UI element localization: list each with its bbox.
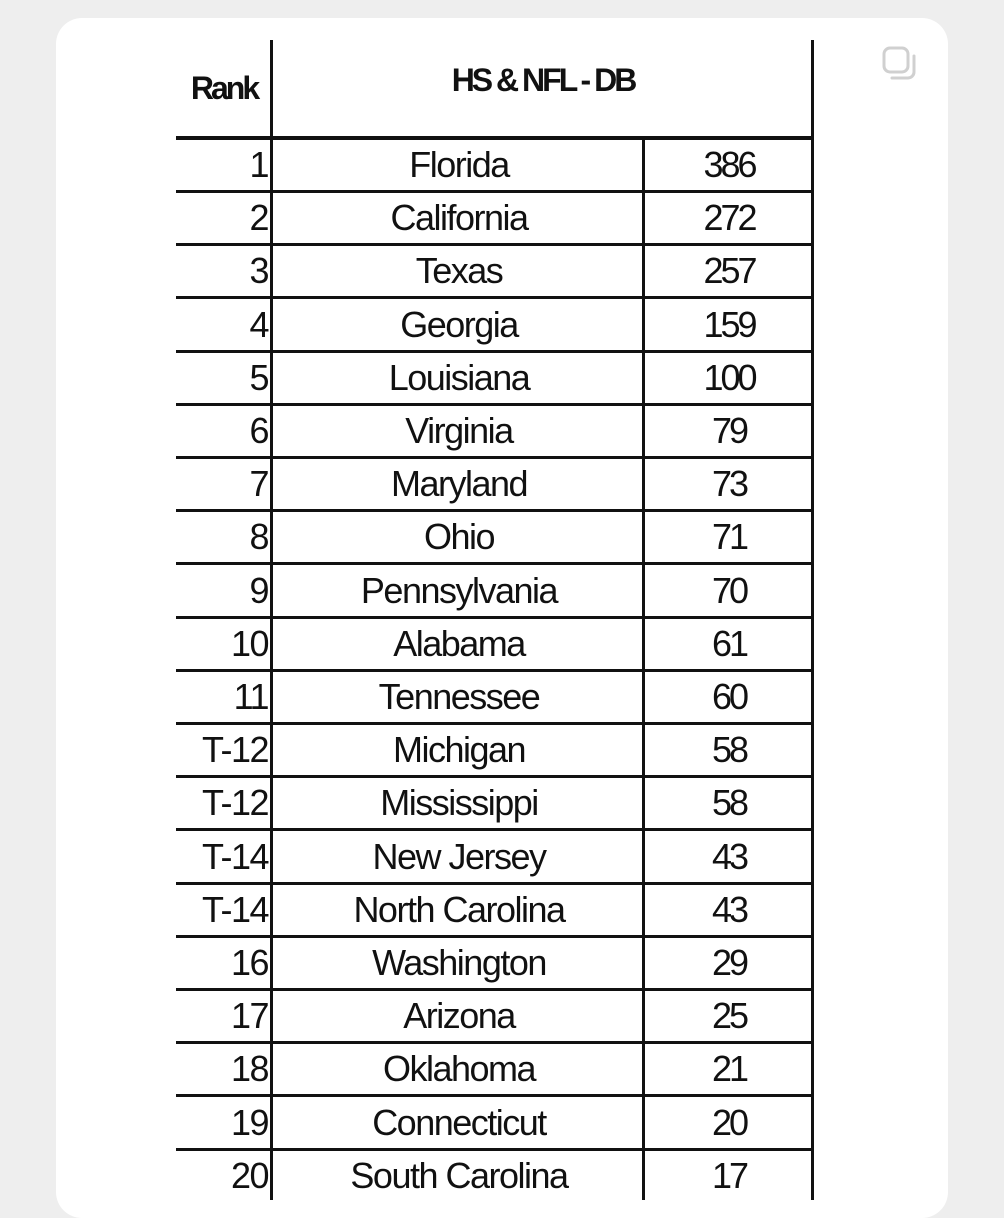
rank-cell: T-12 <box>201 729 268 771</box>
state-cell: New Jersey <box>372 835 546 877</box>
count-cell: 20 <box>711 1101 747 1143</box>
count-cell: 21 <box>711 1048 747 1090</box>
count-cell: 386 <box>703 144 755 185</box>
table-row <box>176 1151 814 1200</box>
rank-cell: 8 <box>249 516 268 558</box>
rank-cell: 17 <box>230 995 268 1037</box>
state-cell: California <box>390 197 528 239</box>
table-row <box>176 1098 814 1151</box>
state-cell: South Carolina <box>350 1154 568 1196</box>
rank-cell: 20 <box>230 1154 268 1196</box>
rank-cell: 1 <box>249 144 268 185</box>
state-cell: Ohio <box>423 516 495 558</box>
header-title: HS & NFL - DB <box>451 61 635 98</box>
state-cell: Arizona <box>403 995 515 1037</box>
rank-cell: 18 <box>230 1048 268 1090</box>
state-cell: Washington <box>372 942 546 983</box>
rank-cell: 5 <box>249 356 268 398</box>
state-cell: Texas <box>415 250 503 292</box>
count-cell: 25 <box>711 995 747 1037</box>
table-row <box>176 353 814 406</box>
count-cell: 61 <box>711 622 747 664</box>
table-row <box>176 566 814 619</box>
table-row <box>176 512 814 565</box>
state-cell: Connecticut <box>372 1101 546 1143</box>
state-cell: Georgia <box>400 303 518 345</box>
table-row <box>176 885 814 938</box>
count-cell: 60 <box>711 676 747 717</box>
count-cell: 71 <box>711 516 747 558</box>
count-cell: 73 <box>711 463 747 505</box>
rank-cell: 19 <box>230 1101 268 1143</box>
table-row <box>176 832 814 885</box>
rank-cell: 6 <box>249 410 268 451</box>
state-cell: Alabama <box>393 622 525 664</box>
table-row <box>176 300 814 353</box>
state-cell: North Carolina <box>353 888 565 930</box>
table-row <box>176 672 814 725</box>
rank-cell: 10 <box>230 622 268 664</box>
table-row <box>176 938 814 991</box>
table-row <box>176 619 814 672</box>
state-cell: Louisiana <box>388 356 530 398</box>
rank-cell: 4 <box>249 303 268 345</box>
table-row <box>176 1044 814 1097</box>
rank-cell: 9 <box>249 569 268 611</box>
count-cell: 159 <box>703 303 755 345</box>
table-row <box>176 459 814 512</box>
state-cell: Oklahoma <box>382 1048 536 1090</box>
ranking-table <box>176 40 814 1200</box>
copy-icon[interactable] <box>880 44 920 84</box>
rank-cell: 16 <box>230 942 268 983</box>
state-cell: Florida <box>409 144 509 185</box>
table-row <box>176 778 814 831</box>
rank-cell: 7 <box>249 463 268 505</box>
rank-cell: 2 <box>249 197 268 239</box>
header-rank: Rank <box>190 69 258 106</box>
rank-cell: T-12 <box>201 782 268 824</box>
count-cell: 79 <box>711 410 747 451</box>
state-cell: Mississippi <box>380 782 538 824</box>
count-cell: 58 <box>711 782 747 824</box>
count-cell: 272 <box>703 197 755 239</box>
table-row <box>176 246 814 299</box>
rank-cell: 11 <box>233 676 268 717</box>
table-row <box>176 140 814 193</box>
state-cell: Virginia <box>405 410 513 451</box>
count-cell: 70 <box>711 569 747 611</box>
state-cell: Michigan <box>392 729 526 771</box>
table-row <box>176 193 814 246</box>
state-cell: Maryland <box>390 463 528 505</box>
count-cell: 17 <box>711 1154 747 1196</box>
count-cell: 43 <box>711 888 747 930</box>
count-cell: 58 <box>711 729 747 771</box>
table-row <box>176 991 814 1044</box>
table-row <box>176 406 814 459</box>
count-cell: 29 <box>711 942 747 983</box>
count-cell: 43 <box>711 835 747 877</box>
rank-cell: 3 <box>249 250 268 292</box>
state-cell: Pennsylvania <box>360 569 558 611</box>
count-cell: 257 <box>703 250 755 292</box>
state-cell: Tennessee <box>378 676 540 717</box>
count-cell: 100 <box>703 356 755 398</box>
rank-cell: T-14 <box>201 835 268 877</box>
rank-cell: T-14 <box>201 888 268 930</box>
table-row <box>176 725 814 778</box>
